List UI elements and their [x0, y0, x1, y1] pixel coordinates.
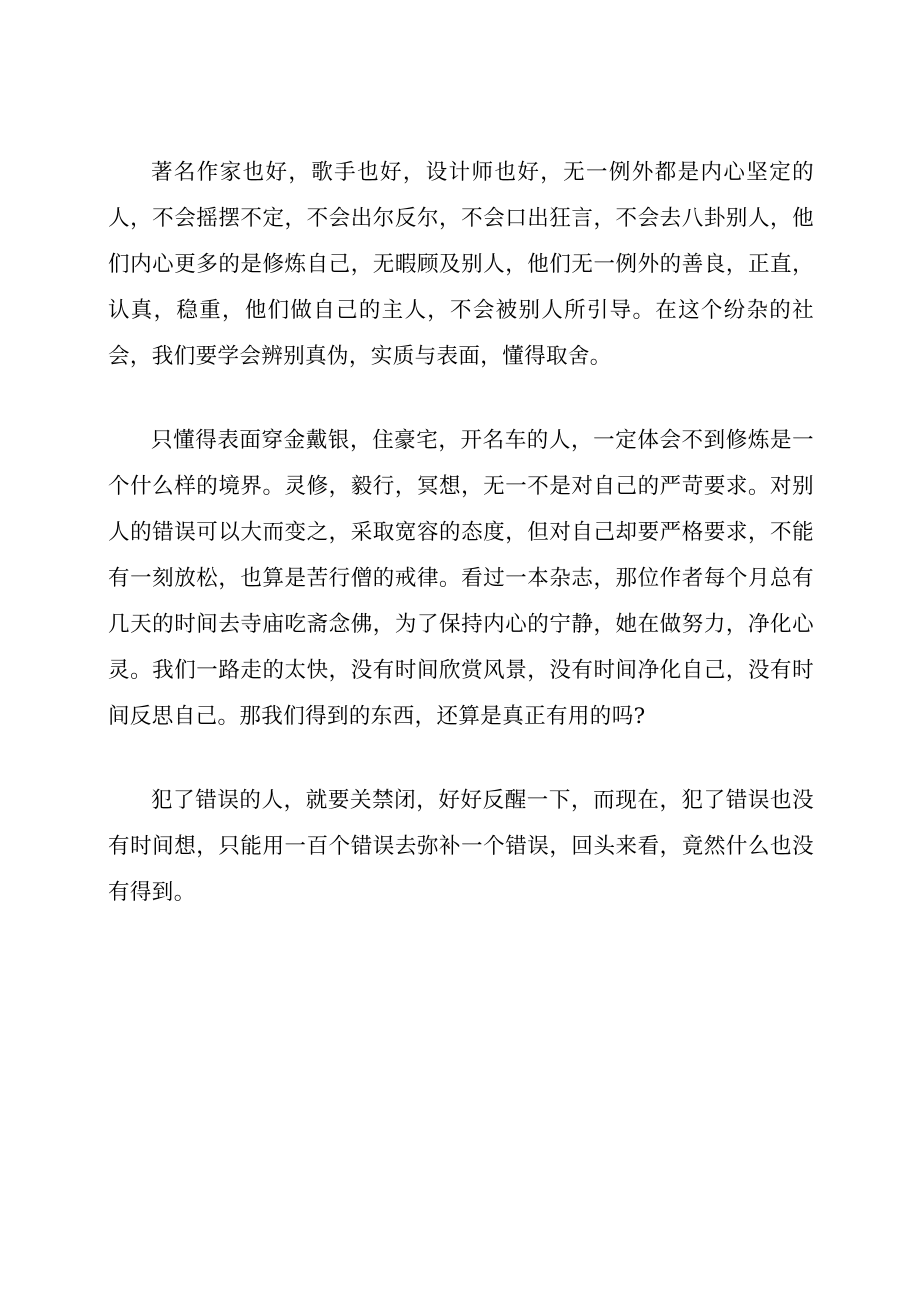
- paragraph-2: 只懂得表面穿金戴银，住豪宅，开名车的人，一定体会不到修炼是一个什么样的境界。灵修，毅行，冥想，无一不是对自己的严苛要求。对别人的错误可以大而变之，采取宽容的态度，但对自己却要严格要求，不能有一刻放松，也算是苦行僧的戒律。看过一本杂志，那位作者每个月总有几天的时间去寺庙吃斋念佛，为了保持内心的宁静，她在做努力，净化心灵。我们一路走的太快，没有时间欣赏风景，没有时间净化自己，没有时间反思自己。那我们得到的东西，还算是真正有用的吗?: [108, 428, 814, 729]
- paragraph-1: 著名作家也好，歌手也好，设计师也好，无一例外都是内心坚定的人，不会摇摆不定，不会出尔反尔，不会口出狂言，不会去八卦别人，他们内心更多的是修炼自己，无暇顾及别人，他们无一例外的善良，正直，认真，稳重，他们做自己的主人，不会被别人所引导。在这个纷杂的社会，我们要学会辨别真伪，实质与表面，懂得取舍。: [108, 160, 814, 369]
- document-body: [108, 150, 814, 916]
- paragraph-3: 犯了错误的人，就要关禁闭，好好反醒一下，而现在，犯了错误也没有时间想，只能用一百个错误去弥补一个错误，回头来看，竟然什么也没有得到。: [108, 788, 814, 905]
